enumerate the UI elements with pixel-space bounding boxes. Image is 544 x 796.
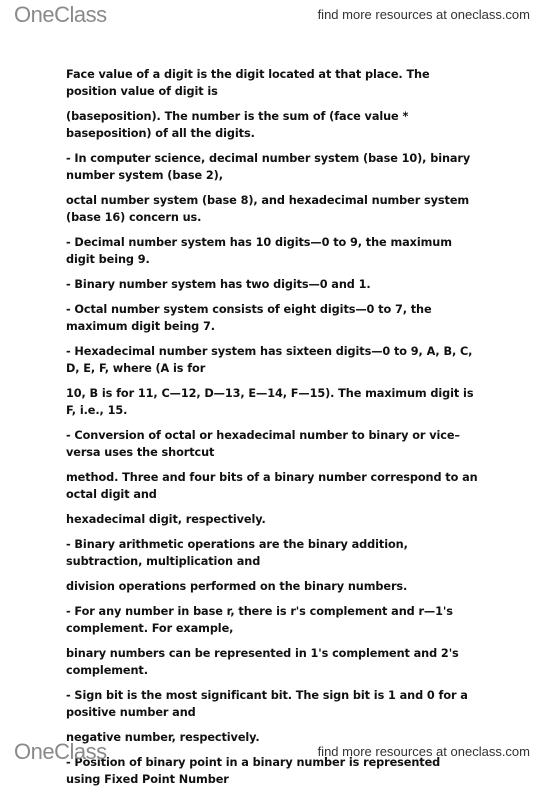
- paragraph: - Octal number system consists of eight digits—0 to 7, the maximum digit being 7.: [66, 303, 432, 333]
- header-resources-link[interactable]: find more resources at oneclass.com: [317, 7, 530, 22]
- paragraph: binary numbers can be represented in 1's complement and 2's complement.: [66, 647, 459, 677]
- header-logo[interactable]: [14, 2, 107, 28]
- paragraph: 10, B is for 11, C—12, D—13, E—14, F—15). The maximum digit is F, i.e., 15.: [66, 387, 474, 417]
- footer-resources-link[interactable]: find more resources at oneclass.com: [317, 744, 530, 759]
- paragraph: octal number system (base 8), and hexadecimal number system (base 16) concern us.: [66, 194, 470, 224]
- paragraph: - Decimal number system has 10 digits—0 to 9, the maximum digit being 9.: [66, 236, 452, 266]
- paragraph: - Binary arithmetic operations are the binary addition, subtraction, multiplication and: [66, 538, 408, 568]
- paragraph: - Conversion of octal or hexadecimal number to binary or vice–versa uses the shortcut: [66, 429, 460, 459]
- brand-name: OneClass: [14, 2, 107, 27]
- paragraph: hexadecimal digit, respectively.: [66, 513, 266, 526]
- paragraph: - Binary number system has two digits—0 and 1.: [66, 278, 371, 291]
- brand-name: OneClass: [14, 739, 107, 764]
- paragraph: - In computer science, decimal number system (base 10), binary number system (base 2),: [66, 152, 471, 182]
- paragraph: division operations performed on the binary numbers.: [66, 580, 408, 593]
- footer-logo[interactable]: [14, 739, 107, 765]
- paragraph: method. Three and four bits of a binary number correspond to an octal digit and: [66, 471, 478, 501]
- paragraph: - Position of binary point in a binary number is represented using Fixed Point Number: [66, 756, 441, 786]
- paragraph: negative number, respectively.: [66, 731, 260, 744]
- paragraph: - For any number in base r, there is r's complement and r—1's complement. For example,: [66, 605, 453, 635]
- document-body: [66, 66, 478, 796]
- paragraph: - Sign bit is the most significant bit. The sign bit is 1 and 0 for a positive number and: [66, 689, 468, 719]
- paragraph: (baseposition). The number is the sum of (face value * baseposition) of all the digits.: [66, 110, 409, 140]
- paragraph: Face value of a digit is the digit located at that place. The position value of digit is: [66, 68, 430, 98]
- paragraph: - Hexadecimal number system has sixteen digits—0 to 9, A, B, C, D, E, F, where (A is for: [66, 345, 473, 375]
